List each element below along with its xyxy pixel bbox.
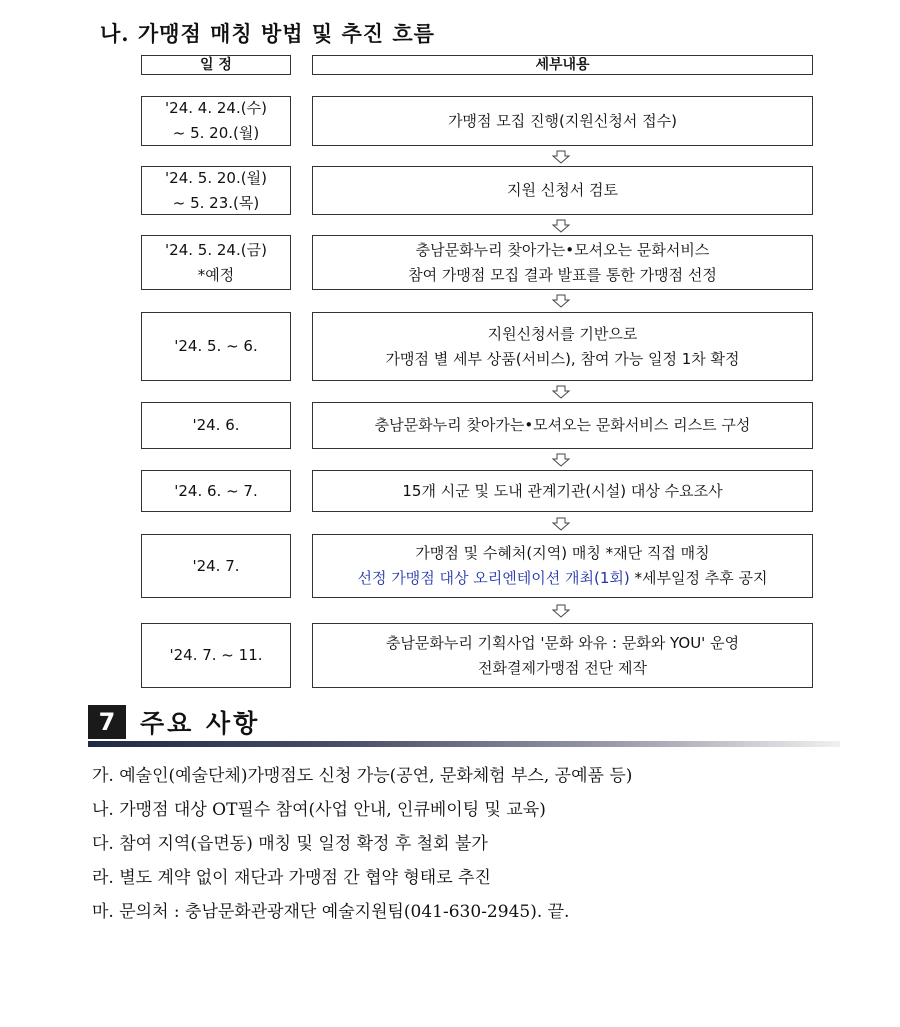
step-date: '24. 7.: [141, 534, 291, 598]
note-item: 다. 참여 지역(읍면동) 매칭 및 일정 확정 후 철회 불가: [92, 834, 488, 854]
down-arrow-icon: [551, 517, 571, 531]
section-heading: 나. 가맹점 매칭 방법 및 추진 흐름: [100, 21, 435, 46]
step-detail: 충남문화누리 기획사업 '문화 와유 : 문화와 YOU' 운영 전화결제가맹점 전단 제작: [312, 623, 813, 688]
step-detail: 지원신청서를 기반으로 가맹점 별 세부 상품(서비스), 참여 가능 일정 1차 확정: [312, 312, 813, 381]
down-arrow-icon: [551, 385, 571, 399]
schedule-column-header: 일 정: [141, 55, 291, 75]
step-detail: 충남문화누리 찾아가는•모셔오는 문화서비스 참여 가맹점 모집 결과 발표를 통한 가맹점 선정: [312, 235, 813, 290]
down-arrow-icon: [551, 150, 571, 164]
detail-column-header: 세부내용: [312, 55, 813, 75]
section-title: 주요 사항: [140, 709, 261, 738]
step-date: '24. 5. 20.(월) ~ 5. 23.(목): [141, 166, 291, 215]
section-number-badge: 7: [88, 705, 126, 739]
notes-list: [92, 762, 872, 932]
note-item: 나. 가맹점 대상 OT필수 참여(사업 안내, 인큐베이팅 및 교육): [92, 800, 546, 820]
down-arrow-icon: [551, 453, 571, 467]
note-item: 라. 별도 계약 없이 재단과 가맹점 간 협약 형태로 추진: [92, 868, 491, 888]
orientation-note: 선정 가맹점 대상 오리엔테이션 개최(1회): [357, 569, 630, 587]
step-detail: 충남문화누리 찾아가는•모셔오는 문화서비스 리스트 구성: [312, 402, 813, 449]
section-divider: [88, 741, 840, 747]
step-date: '24. 4. 24.(수) ~ 5. 20.(월): [141, 96, 291, 146]
section-7-header: [88, 705, 260, 739]
note-item: 가. 예술인(예술단체)가맹점도 신청 가능(공연, 문화체험 부스, 공예품 등): [92, 766, 633, 786]
step-detail: 지원 신청서 검토: [312, 166, 813, 215]
step-date: '24. 6.: [141, 402, 291, 449]
step-date: '24. 5. 24.(금) *예정: [141, 235, 291, 290]
note-item: 마. 문의처 : 충남문화관광재단 예술지원팀(041-630-2945). 끝.: [92, 902, 570, 922]
step-detail: 가맹점 모집 진행(지원신청서 접수): [312, 96, 813, 146]
down-arrow-icon: [551, 604, 571, 618]
step-detail: 15개 시군 및 도내 관계기관(시설) 대상 수요조사: [312, 470, 813, 512]
step-date: '24. 5. ~ 6.: [141, 312, 291, 381]
down-arrow-icon: [551, 219, 571, 233]
step-detail: 가맹점 및 수혜처(지역) 매칭 *재단 직접 매칭 선정 가맹점 대상 오리엔테이션 개최(1회) *세부일정 추후 공지: [312, 534, 813, 598]
step-date: '24. 7. ~ 11.: [141, 623, 291, 688]
down-arrow-icon: [551, 294, 571, 308]
step-date: '24. 6. ~ 7.: [141, 470, 291, 512]
